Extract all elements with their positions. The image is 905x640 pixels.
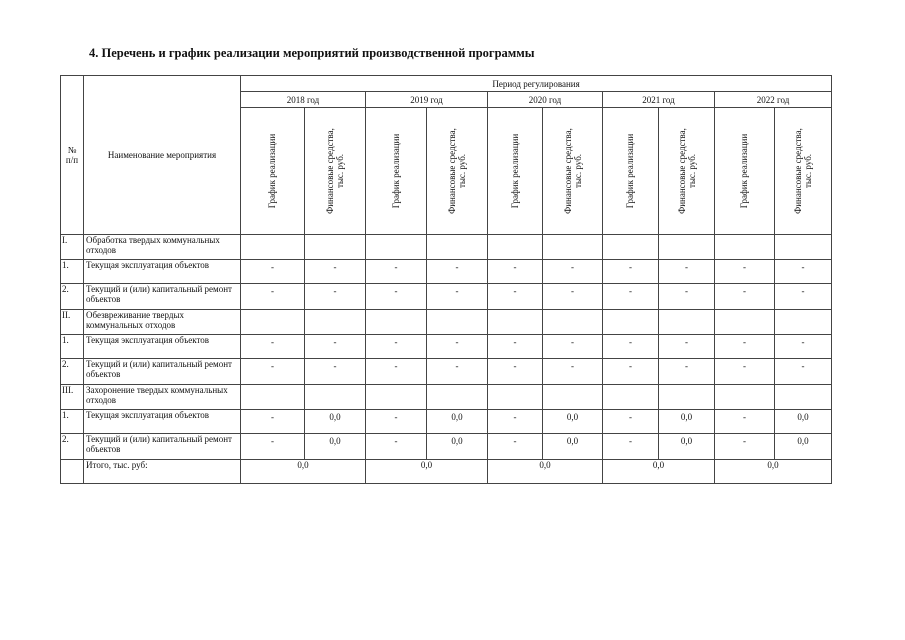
cell-finance: 0,0 xyxy=(543,434,603,460)
cell-schedule xyxy=(715,385,775,410)
cell-schedule: - xyxy=(488,284,543,310)
cell-schedule: - xyxy=(488,410,543,434)
cell-schedule: - xyxy=(241,284,305,310)
subheader-schedule: График реализации xyxy=(715,108,775,235)
cell-finance xyxy=(305,310,366,335)
subheader-finance: Финансовые средства, тыс. руб. xyxy=(775,108,832,235)
cell-finance: 0,0 xyxy=(305,410,366,434)
table-row xyxy=(61,385,832,410)
cell-finance: 0,0 xyxy=(305,434,366,460)
cell-schedule xyxy=(366,385,427,410)
subheader-schedule: График реализации xyxy=(366,108,427,235)
subheader-schedule: График реализации xyxy=(488,108,543,235)
cell-finance: - xyxy=(305,284,366,310)
row-number: III. xyxy=(61,385,84,410)
column-header-name: Наименование мероприятия xyxy=(84,76,241,235)
cell-finance xyxy=(427,385,488,410)
cell-finance: - xyxy=(659,359,715,385)
row-number: 2. xyxy=(61,359,84,385)
row-number: 2. xyxy=(61,284,84,310)
cell-finance: - xyxy=(305,260,366,284)
cell-schedule: - xyxy=(603,359,659,385)
year-header: 2019 год xyxy=(366,92,488,108)
cell-schedule: - xyxy=(366,260,427,284)
cell-finance: - xyxy=(775,284,832,310)
cell-finance xyxy=(659,310,715,335)
cell-schedule xyxy=(603,385,659,410)
cell-finance: - xyxy=(427,335,488,359)
row-name: Захоронение твердых коммунальных отходов xyxy=(84,385,241,410)
row-name: Текущая эксплуатация объектов xyxy=(84,410,241,434)
total-number-cell xyxy=(61,460,84,484)
row-name: Текущий и (или) капитальный ремонт объектов xyxy=(84,434,241,460)
total-label: Итого, тыс. руб: xyxy=(84,460,241,484)
cell-schedule: - xyxy=(241,359,305,385)
column-header-number: № п/п xyxy=(61,76,84,235)
cell-finance: - xyxy=(305,359,366,385)
column-header-period: Период регулирования xyxy=(241,76,832,92)
row-number: 1. xyxy=(61,410,84,434)
cell-finance: 0,0 xyxy=(427,410,488,434)
table-row xyxy=(61,434,832,460)
row-number: I. xyxy=(61,235,84,260)
cell-finance: - xyxy=(659,335,715,359)
row-name: Обработка твердых коммунальных отходов xyxy=(84,235,241,260)
cell-finance: 0,0 xyxy=(775,434,832,460)
subheader-schedule: График реализации xyxy=(241,108,305,235)
cell-schedule xyxy=(241,310,305,335)
total-row xyxy=(61,460,832,484)
cell-finance: 0,0 xyxy=(543,410,603,434)
year-header: 2020 год xyxy=(488,92,603,108)
cell-schedule: - xyxy=(488,359,543,385)
row-name: Текущая эксплуатация объектов xyxy=(84,335,241,359)
cell-schedule: - xyxy=(603,335,659,359)
cell-finance xyxy=(427,310,488,335)
total-value: 0,0 xyxy=(488,460,603,484)
cell-schedule: - xyxy=(715,260,775,284)
cell-finance: - xyxy=(427,260,488,284)
cell-finance xyxy=(775,385,832,410)
row-name: Текущий и (или) капитальный ремонт объектов xyxy=(84,359,241,385)
cell-finance xyxy=(305,385,366,410)
cell-finance: - xyxy=(543,359,603,385)
cell-finance: 0,0 xyxy=(775,410,832,434)
cell-finance: 0,0 xyxy=(427,434,488,460)
cell-finance: - xyxy=(427,284,488,310)
year-header: 2021 год xyxy=(603,92,715,108)
year-header: 2018 год xyxy=(241,92,366,108)
subheader-finance: Финансовые средства, тыс. руб. xyxy=(659,108,715,235)
table-row xyxy=(61,359,832,385)
cell-finance: - xyxy=(775,359,832,385)
total-value: 0,0 xyxy=(366,460,488,484)
subheader-finance: Финансовые средства, тыс. руб. xyxy=(305,108,366,235)
cell-finance xyxy=(427,235,488,260)
cell-finance: - xyxy=(775,335,832,359)
cell-schedule: - xyxy=(488,260,543,284)
year-header: 2022 год xyxy=(715,92,832,108)
cell-finance: 0,0 xyxy=(659,410,715,434)
cell-schedule: - xyxy=(241,335,305,359)
cell-finance: - xyxy=(305,335,366,359)
cell-schedule xyxy=(366,310,427,335)
cell-schedule: - xyxy=(241,260,305,284)
table-row xyxy=(61,335,832,359)
cell-schedule: - xyxy=(241,434,305,460)
row-name: Обезвреживание твердых коммунальных отходов xyxy=(84,310,241,335)
cell-schedule: - xyxy=(366,284,427,310)
cell-schedule xyxy=(488,385,543,410)
cell-schedule: - xyxy=(715,410,775,434)
cell-finance xyxy=(305,235,366,260)
subheader-finance: Финансовые средства, тыс. руб. xyxy=(427,108,488,235)
cell-schedule: - xyxy=(366,359,427,385)
cell-schedule xyxy=(603,235,659,260)
cell-finance xyxy=(775,235,832,260)
table-row xyxy=(61,410,832,434)
cell-schedule xyxy=(603,310,659,335)
table-row xyxy=(61,284,832,310)
cell-schedule: - xyxy=(603,434,659,460)
total-value: 0,0 xyxy=(715,460,832,484)
cell-schedule: - xyxy=(603,410,659,434)
row-number: 2. xyxy=(61,434,84,460)
cell-finance: - xyxy=(659,284,715,310)
cell-schedule: - xyxy=(603,260,659,284)
cell-schedule: - xyxy=(715,335,775,359)
row-number: II. xyxy=(61,310,84,335)
cell-schedule: - xyxy=(366,410,427,434)
cell-finance: - xyxy=(543,335,603,359)
cell-schedule: - xyxy=(715,284,775,310)
total-value: 0,0 xyxy=(241,460,366,484)
cell-schedule xyxy=(488,310,543,335)
table-row xyxy=(61,260,832,284)
row-number: 1. xyxy=(61,335,84,359)
cell-finance xyxy=(543,235,603,260)
cell-schedule xyxy=(488,235,543,260)
document-title: 4. Перечень и график реализации мероприятий производственной программы xyxy=(89,46,535,60)
cell-schedule: - xyxy=(488,335,543,359)
cell-schedule: - xyxy=(715,434,775,460)
cell-schedule: - xyxy=(366,335,427,359)
cell-schedule: - xyxy=(366,434,427,460)
cell-finance: - xyxy=(543,284,603,310)
subheader-finance: Финансовые средства, тыс. руб. xyxy=(543,108,603,235)
cell-finance: - xyxy=(543,260,603,284)
cell-schedule xyxy=(241,235,305,260)
cell-schedule xyxy=(366,235,427,260)
cell-schedule: - xyxy=(715,359,775,385)
cell-schedule xyxy=(715,310,775,335)
cell-finance xyxy=(775,310,832,335)
row-name: Текущая эксплуатация объектов xyxy=(84,260,241,284)
cell-schedule: - xyxy=(241,410,305,434)
table-row xyxy=(61,235,832,260)
cell-finance: - xyxy=(427,359,488,385)
cell-finance: 0,0 xyxy=(659,434,715,460)
cell-schedule xyxy=(715,235,775,260)
cell-finance xyxy=(543,310,603,335)
cell-schedule: - xyxy=(603,284,659,310)
cell-finance xyxy=(543,385,603,410)
row-name: Текущий и (или) капитальный ремонт объектов xyxy=(84,284,241,310)
total-value: 0,0 xyxy=(603,460,715,484)
cell-schedule: - xyxy=(488,434,543,460)
table-row xyxy=(61,310,832,335)
cell-schedule xyxy=(241,385,305,410)
subheader-schedule: График реализации xyxy=(603,108,659,235)
row-number: 1. xyxy=(61,260,84,284)
cell-finance xyxy=(659,235,715,260)
cell-finance xyxy=(659,385,715,410)
cell-finance: - xyxy=(659,260,715,284)
cell-finance: - xyxy=(775,260,832,284)
production-program-table xyxy=(60,75,832,484)
